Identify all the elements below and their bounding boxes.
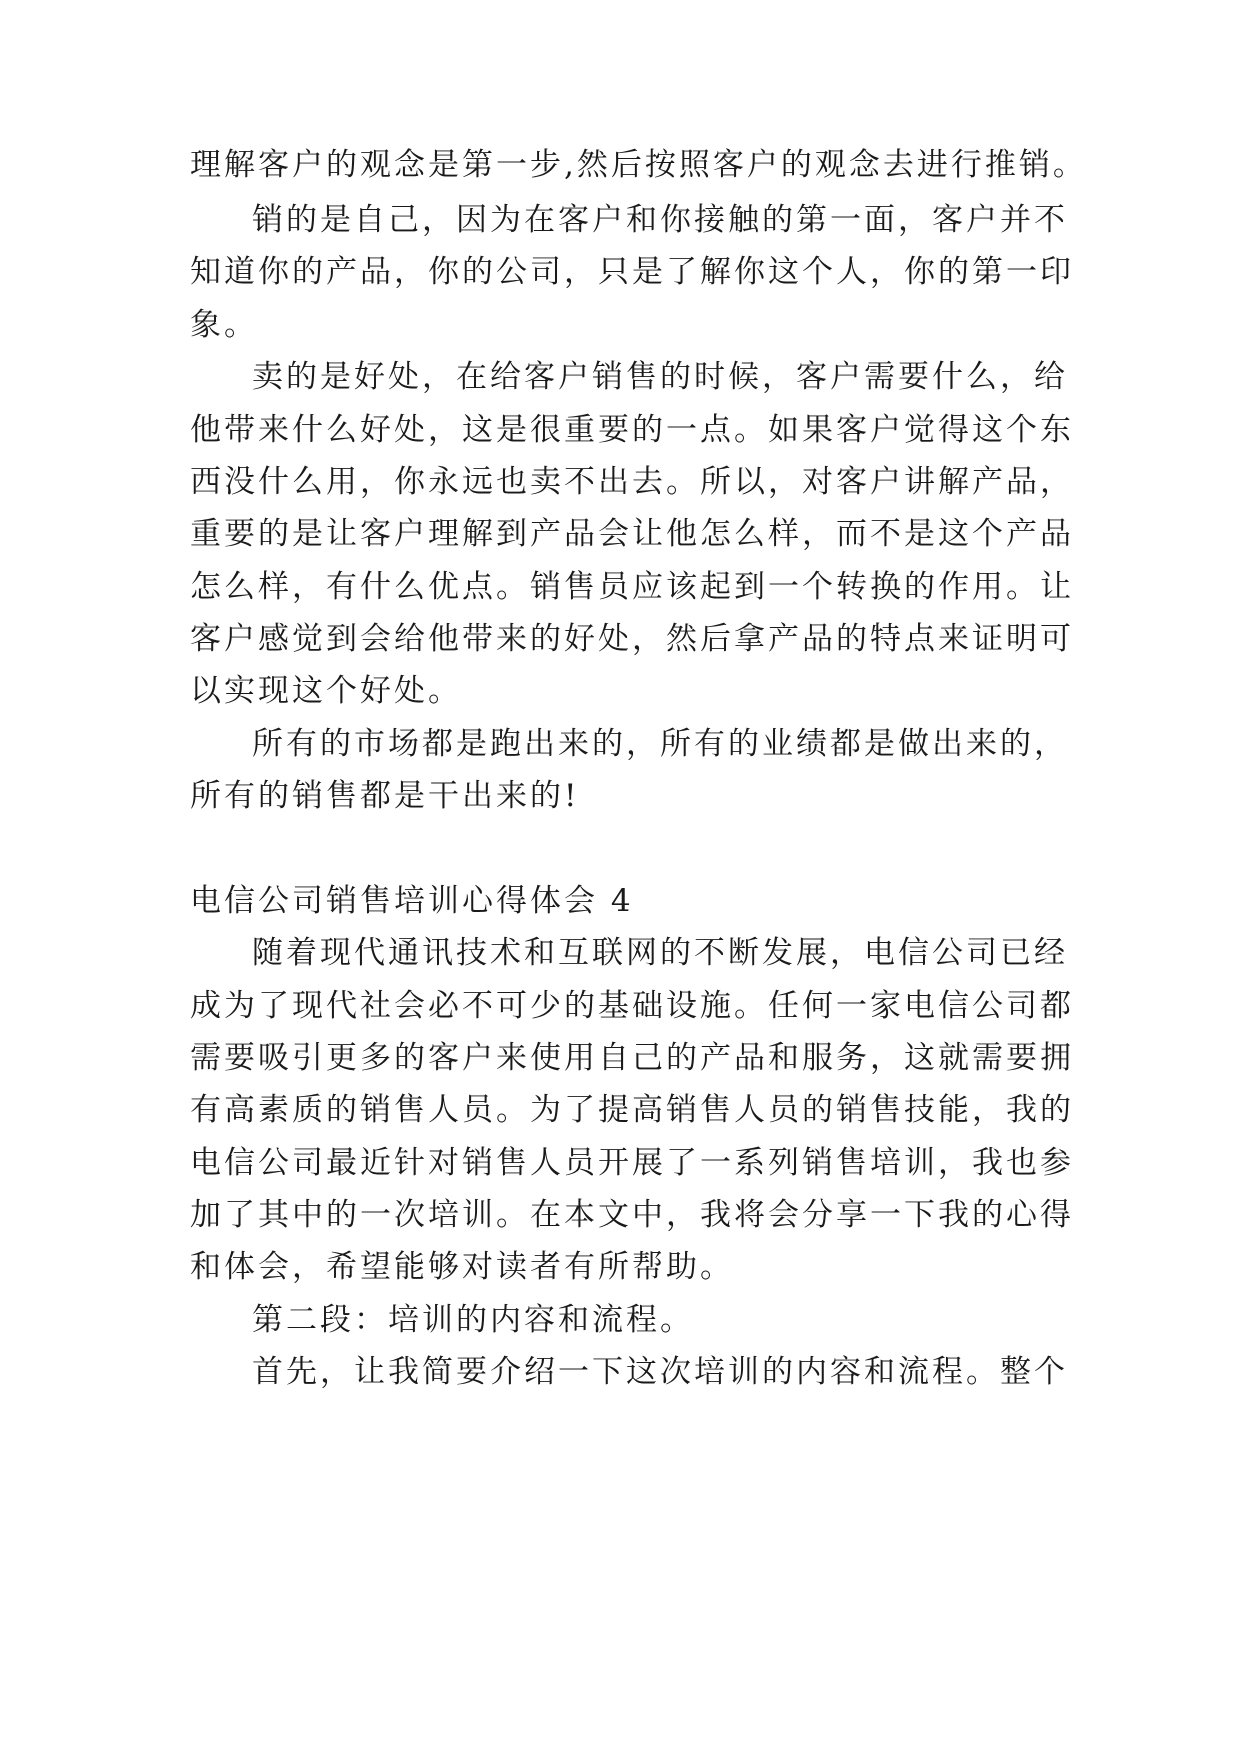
text-line-22: 第二段：培训的内容和流程。 <box>252 1302 694 1338</box>
text-line-20: 加了其中的一次培训。在本文中，我将会分享一下我的心得 <box>190 1197 1074 1233</box>
text-line-16: 成为了现代社会必不可少的基础设施。任何一家电信公司都 <box>190 988 1074 1024</box>
text-line-3: 知道你的产品，你的公司，只是了解你这个人，你的第一印 <box>190 254 1074 290</box>
text-line-2: 销的是自己，因为在客户和你接触的第一面，客户并不 <box>252 202 1068 238</box>
text-line-4: 象。 <box>190 307 258 343</box>
text-line-15: 随着现代通讯技术和互联网的不断发展，电信公司已经 <box>252 935 1068 971</box>
text-line-17: 需要吸引更多的客户来使用自己的产品和服务，这就需要拥 <box>190 1040 1074 1076</box>
section-heading: 电信公司销售培训心得体会 4 <box>190 883 634 919</box>
text-line-10: 客户感觉到会给他带来的好处，然后拿产品的特点来证明可 <box>190 621 1074 657</box>
text-line-1: 理解客户的观念是第一步,然后按照客户的观念去进行推销。 <box>190 147 1087 183</box>
text-line-7: 西没什么用，你永远也卖不出去。所以，对客户讲解产品， <box>190 464 1074 500</box>
text-line-8: 重要的是让客户理解到产品会让他怎么样，而不是这个产品 <box>190 516 1074 552</box>
text-line-9: 怎么样，有什么优点。销售员应该起到一个转换的作用。让 <box>190 569 1074 605</box>
text-line-12: 所有的市场都是跑出来的，所有的业绩都是做出来的， <box>252 726 1068 762</box>
text-line-5: 卖的是好处，在给客户销售的时候，客户需要什么，给 <box>252 359 1068 395</box>
text-line-19: 电信公司最近针对销售人员开展了一系列销售培训，我也参 <box>190 1145 1074 1181</box>
text-line-6: 他带来什么好处，这是很重要的一点。如果客户觉得这个东 <box>190 412 1074 448</box>
text-line-21: 和体会，希望能够对读者有所帮助。 <box>190 1249 734 1285</box>
text-line-13: 所有的销售都是干出来的! <box>190 778 580 814</box>
text-line-18: 有高素质的销售人员。为了提高销售人员的销售技能，我的 <box>190 1092 1074 1128</box>
text-line-23: 首先，让我简要介绍一下这次培训的内容和流程。整个 <box>252 1354 1068 1390</box>
text-line-11: 以实现这个好处。 <box>190 673 462 709</box>
